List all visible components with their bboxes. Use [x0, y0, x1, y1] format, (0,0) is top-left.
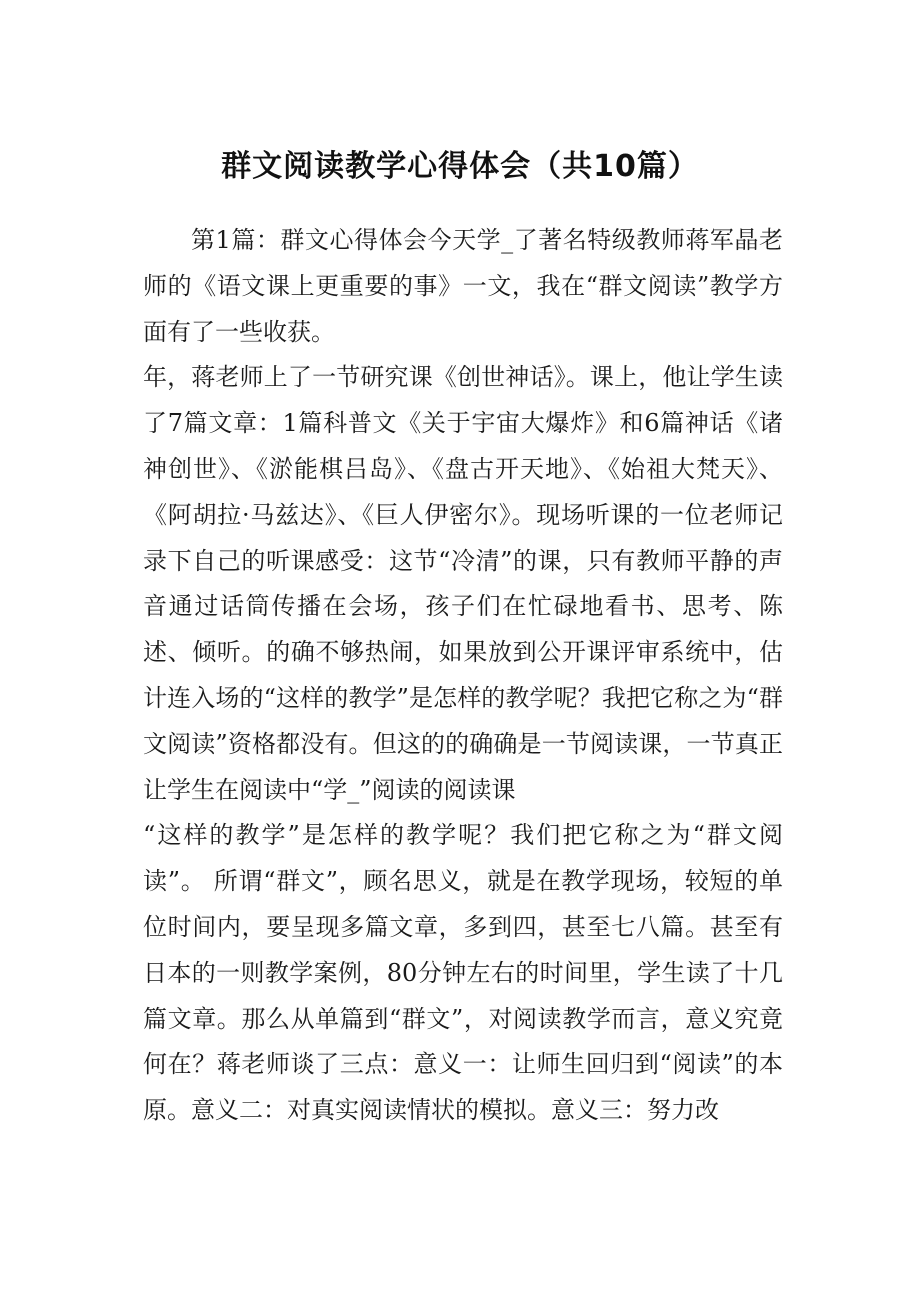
paragraph-intro: 第1篇：群文心得体会今天学_了著名特级教师蒋军晶老师的《语文课上更重要的事》一文，我在“群文阅读”教学方面有了一些收获。	[143, 226, 783, 346]
document-title: 群文阅读教学心得体会（共10篇）	[221, 149, 699, 184]
paragraph-lesson: 年，蒋老师上了一节研究课《创世神话》。课上，他让学生读了7篇文章：1篇科普文《关于宇宙大爆炸》和6篇神话《诸神创世》、《淤能棋吕岛》、《盘古开天地》、《始祖大梵天》、《阿胡拉·马兹达》、《巨人伊密尔》。现场听课的一位老师记录下自己的听课感受：这节“冷清”的课，只有教师平静的声音通过话筒传播在会场，孩子们在忙碌地看书、思考、陈述、倾听。的确不够热闹，如果放到公开课评审系统中，估计连入场的“这样的教学”是怎样的教学呢？我把它称之为“群文阅读”资格都没有。但这的的确确是一节阅读课，一节真正让学生在阅读中“学_”阅读的阅读课	[143, 363, 783, 804]
paragraph-group-reading: “这样的教学”是怎样的教学呢？我们把它称之为“群文阅读”。 所谓“群文”，顾名思义，就是在教学现场，较短的单位时间内，要呈现多篇文章，多到四，甚至七八篇。甚至有日本的一则教学案例，80分钟左右的时间里，学生读了十几篇文章。那么从单篇到“群文”，对阅读教学而言，意义究竟何在？蒋老师谈了三点：意义一：让师生回归到“阅读”的本原。意义二：对真实阅读情状的模拟。意义三：努力改	[143, 821, 783, 1125]
document-body	[143, 218, 783, 1134]
